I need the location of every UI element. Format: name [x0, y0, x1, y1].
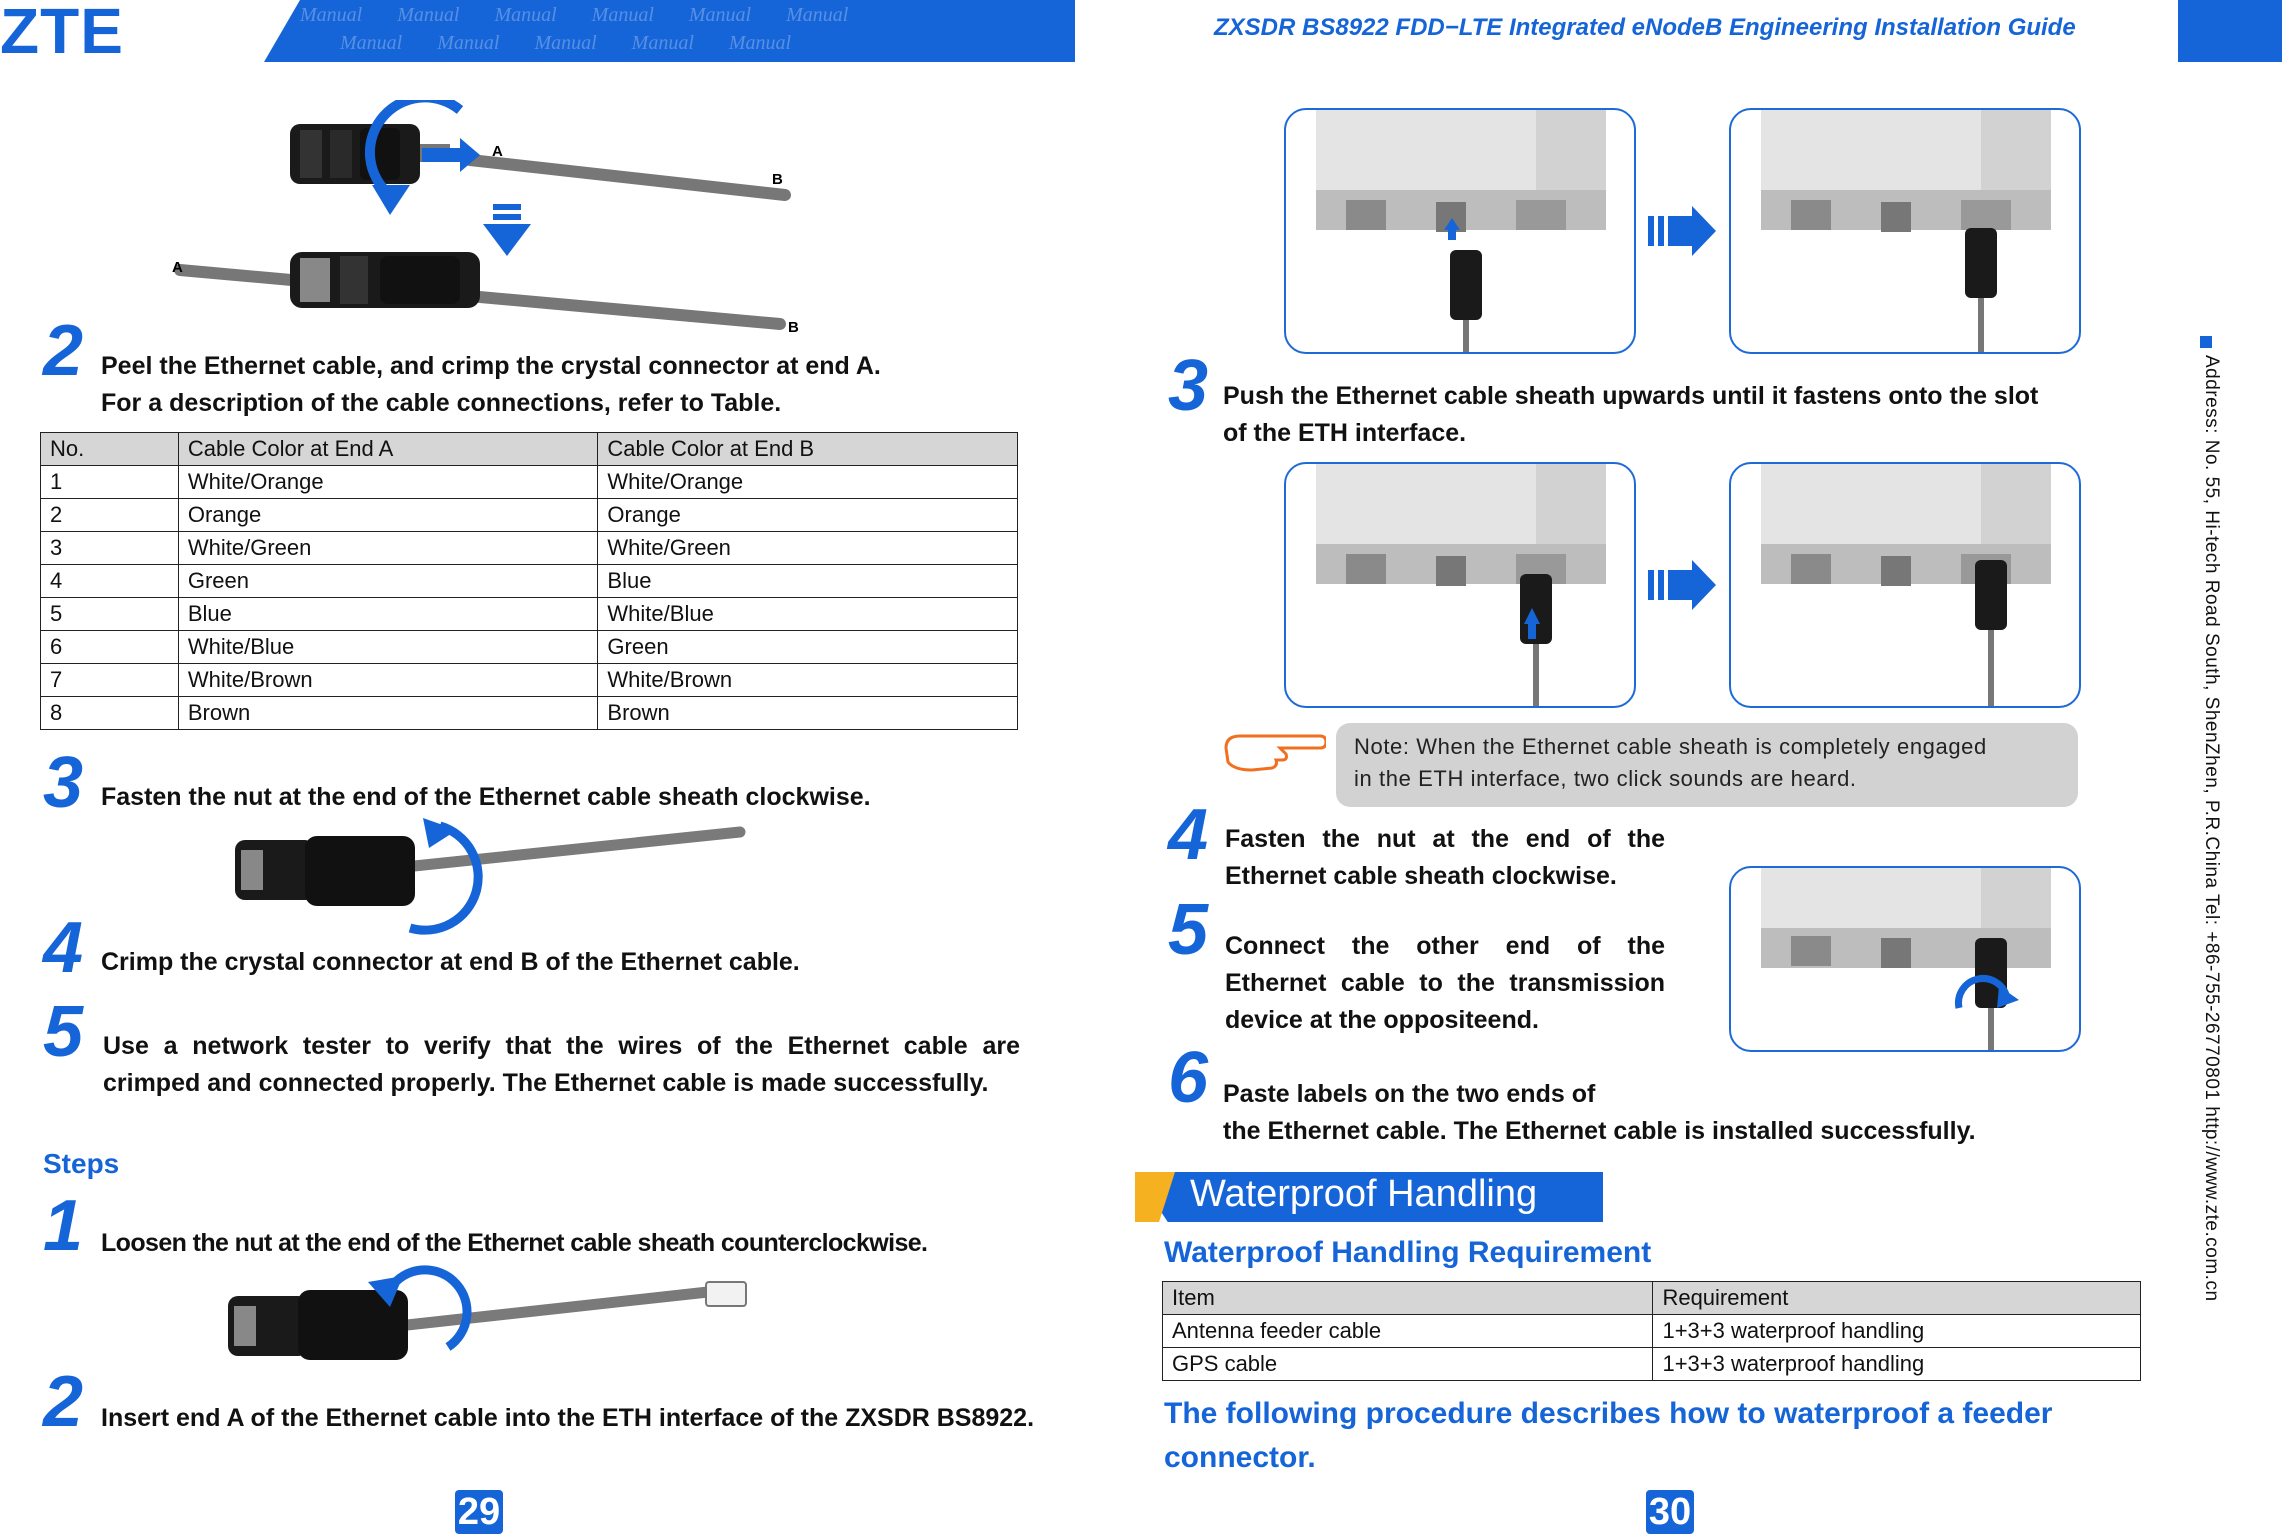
table-cell: GPS cable: [1163, 1348, 1653, 1381]
next-arrow-icon: [1648, 206, 1716, 256]
watermark-text: Manual: [534, 32, 597, 54]
step-text: Loosen the nut at the end of the Ethernet cable sheath counterclockwise.: [101, 1229, 928, 1257]
table-cell: Brown: [598, 697, 1018, 730]
table-cell: Blue: [178, 598, 598, 631]
step-number: 3: [43, 743, 84, 823]
watermark-text: Manual: [397, 4, 460, 26]
page-number: 29: [455, 1490, 503, 1534]
table-header-cell: Cable Color at End A: [178, 433, 598, 466]
table-cell: 1+3+3 waterproof handling: [1653, 1315, 2141, 1348]
table-row: [41, 697, 1018, 730]
arrowhead-icon: [1997, 986, 2019, 1008]
photo-push-sheath-before: [1284, 462, 1636, 708]
rj45-plug: [706, 1282, 746, 1306]
table-cell: White/Orange: [178, 466, 598, 499]
watermark-text: Manual: [340, 32, 403, 54]
table-cell: White/Orange: [598, 466, 1018, 499]
steps-heading: Steps: [43, 1148, 120, 1179]
step-text: Peel the Ethernet cable, and crimp the crystal connector at end A.: [101, 352, 881, 380]
table-cell: White/Blue: [598, 598, 1018, 631]
header-banner-right: [2178, 0, 2282, 62]
table-cell: 8: [41, 697, 179, 730]
label-a-top: A: [492, 143, 503, 160]
header-banner-left: [0, 0, 1075, 62]
step-text: Use a network tester to verify that the wires of the Ethernet cable are crimped and connected properly. The Ethernet cable is made successfully.: [103, 1032, 1020, 1097]
step-number: 3: [1168, 346, 1209, 426]
table-row: [41, 631, 1018, 664]
step-text: For a description of the cable connections, refer to Table.: [101, 389, 782, 417]
waterproof-requirement-table: [1162, 1281, 2141, 1381]
clockwise-arrow-icon: [410, 826, 478, 930]
fasten-nut-illustration: [225, 818, 755, 938]
watermark-text: Manual: [786, 4, 849, 26]
table-cell: Orange: [178, 499, 598, 532]
watermark-text: Manual: [494, 4, 557, 26]
table-row: [41, 499, 1018, 532]
device-bottom-image: [1731, 868, 2079, 1050]
step-text: Insert end A of the Ethernet cable into the ETH interface of the ZXSDR BS8922.: [101, 1404, 1035, 1432]
step-number: 4: [43, 908, 84, 988]
table-row: [1163, 1315, 2141, 1348]
photo-insert-cable-before: [1284, 108, 1636, 354]
table-cell: Blue: [598, 565, 1018, 598]
procedure-intro: The following procedure describes how to waterproof a feeder connector.: [1164, 1397, 2053, 1474]
section-title: Waterproof Handling: [1190, 1173, 1538, 1215]
device-bottom-image: [1286, 110, 1634, 352]
cable-color-table: [40, 432, 1018, 730]
step-text: Crimp the crystal connector at end B of the Ethernet cable.: [101, 948, 800, 976]
arrow-bar: [493, 204, 521, 210]
zte-logo: ZTE: [0, 0, 124, 62]
step-number: 1: [43, 1186, 84, 1266]
table-cell: White/Green: [598, 532, 1018, 565]
step-text: Fasten the nut at the end of the Ethernet cable sheath clockwise.: [101, 783, 871, 811]
next-arrow-icon: [1648, 560, 1716, 610]
table-cell: White/Brown: [598, 664, 1018, 697]
table-cell: White/Brown: [178, 664, 598, 697]
table-header-cell: Cable Color at End B: [598, 433, 1018, 466]
connector-disassembly-illustration: [160, 100, 800, 340]
table-cell: White/Green: [178, 532, 598, 565]
step-number: 2: [43, 1362, 84, 1442]
table-header-row: [41, 433, 1018, 466]
step-number: 4: [1168, 795, 1209, 875]
step-text: the Ethernet cable. The Ethernet cable is installed successfully.: [1223, 1117, 1976, 1145]
note-line: in the ETH interface, two click sounds are heard.: [1354, 766, 1857, 791]
note-line: Note: When the Ethernet cable sheath is completely engaged: [1354, 734, 1987, 759]
step-number: 2: [43, 311, 84, 391]
sidebar-marker: [2200, 336, 2212, 348]
photo-fasten-nut-device: [1729, 866, 2081, 1052]
table-cell: 4: [41, 565, 179, 598]
subsection-title: Waterproof Handling Requirement: [1164, 1236, 1652, 1269]
table-cell: 7: [41, 664, 179, 697]
arrowhead-icon: [372, 185, 410, 215]
table-row: [41, 598, 1018, 631]
label-b-bottom: B: [788, 319, 799, 336]
step-number: 5: [1168, 890, 1209, 970]
note-text: [1354, 731, 1987, 795]
step-text: Fasten the nut at the end of the Ethernet cable sheath clockwise.: [1225, 825, 1665, 890]
down-arrow-icon: [483, 224, 531, 256]
device-bottom-image: [1731, 464, 2079, 706]
table-cell: 5: [41, 598, 179, 631]
step-number: 6: [1168, 1038, 1209, 1118]
watermark-text: Manual: [591, 4, 654, 26]
watermark-text: Manual: [688, 4, 752, 26]
table-cell: Green: [178, 565, 598, 598]
sidebar-address: Address: No. 55, Hi-tech Road South, ShenZhen, P.R.China Tel: +86-755-26770801 http://www.zte.com.cn: [2201, 355, 2222, 1302]
watermark-text: Manual: [300, 4, 363, 26]
table-header-cell: No.: [41, 433, 179, 466]
connector-bottom: [290, 252, 480, 308]
table-header-row: [1163, 1282, 2141, 1315]
table-cell: 6: [41, 631, 179, 664]
table-cell: Green: [598, 631, 1018, 664]
table-cell: Antenna feeder cable: [1163, 1315, 1653, 1348]
page-number: 30: [1646, 1490, 1694, 1534]
table-cell: 3: [41, 532, 179, 565]
table-cell: Brown: [178, 697, 598, 730]
table-row: [41, 466, 1018, 499]
label-b-top: B: [772, 171, 783, 188]
watermark-text: Manual: [631, 32, 694, 54]
step-text: Connect the other end of the Ethernet cable to the transmission device at the oppositeend.: [1225, 932, 1665, 1034]
pointing-hand-icon: [1222, 730, 1326, 776]
step-text: Push the Ethernet cable sheath upwards until it fastens onto the slot: [1223, 382, 2039, 410]
device-bottom-image: [1731, 110, 2079, 352]
table-header-cell: Requirement: [1653, 1282, 2141, 1315]
document-title: ZXSDR BS8922 FDD−LTE Integrated eNodeB Engineering Installation Guide: [1214, 14, 2076, 41]
photo-insert-cable-after: [1729, 108, 2081, 354]
cable-top: [470, 160, 785, 195]
table-row: [41, 664, 1018, 697]
table-header-cell: Item: [1163, 1282, 1653, 1315]
device-bottom-image: [1286, 464, 1634, 706]
step-text: Paste labels on the two ends of: [1223, 1080, 1596, 1108]
photo-push-sheath-after: [1729, 462, 2081, 708]
table-cell: 2: [41, 499, 179, 532]
table-cell: 1+3+3 waterproof handling: [1653, 1348, 2141, 1381]
label-a-bottom: A: [172, 259, 183, 276]
arrowhead-icon: [423, 818, 457, 848]
table-row: [41, 532, 1018, 565]
table-cell: Orange: [598, 499, 1018, 532]
watermark-text: Manual: [437, 32, 500, 54]
step-number: 5: [43, 992, 84, 1072]
table-row: [41, 565, 1018, 598]
push-arrow-icon: [422, 138, 480, 172]
watermark-text: Manual: [728, 32, 792, 54]
step-text: of the ETH interface.: [1223, 419, 1467, 447]
table-cell: 1: [41, 466, 179, 499]
table-row: [1163, 1348, 2141, 1381]
arrow-bar: [493, 214, 521, 220]
loosen-nut-illustration: [218, 1262, 758, 1372]
table-cell: White/Blue: [178, 631, 598, 664]
